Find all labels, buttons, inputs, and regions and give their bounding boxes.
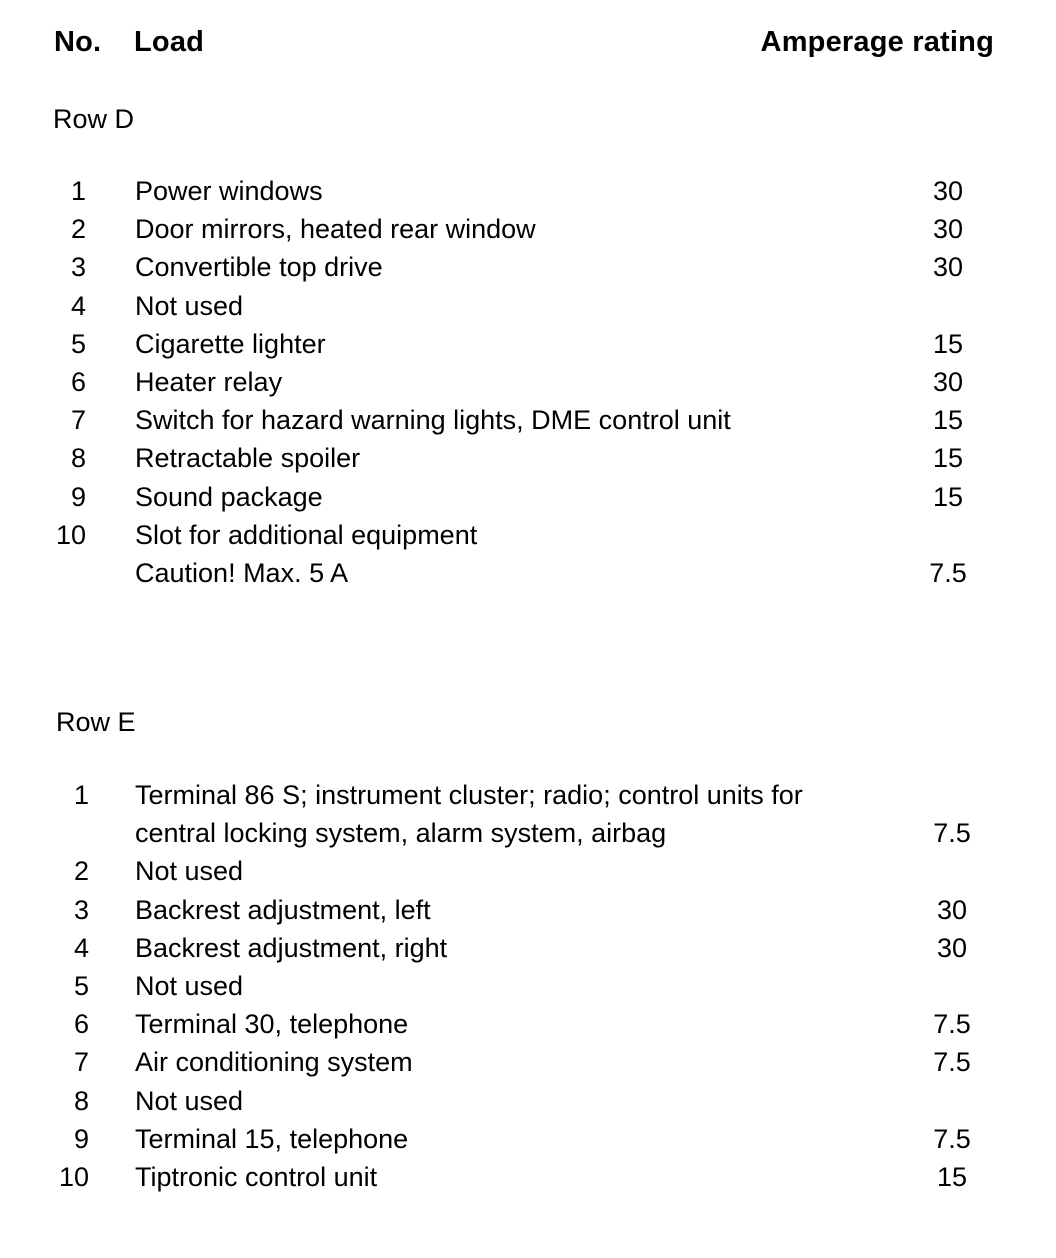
table-row	[0, 852, 1056, 890]
row-load: Retractable spoiler	[135, 443, 361, 474]
table-row	[0, 1082, 1056, 1120]
row-load: Not used	[135, 290, 244, 321]
row-amperage: 15	[936, 1162, 968, 1192]
row-load: Caution! Max. 5 A	[135, 558, 349, 588]
row-number: 7	[73, 1047, 89, 1078]
table-row	[0, 478, 1056, 516]
table-row	[0, 967, 1056, 1005]
row-number: 2	[70, 214, 86, 245]
table-row	[0, 1120, 1056, 1158]
table-row	[0, 776, 1056, 814]
row-load: Convertible top drive	[135, 252, 383, 283]
row-load: Not used	[135, 971, 244, 1001]
row-load: Switch for hazard warning lights, DME control unit	[135, 405, 731, 436]
row-load: Heater relay	[135, 367, 283, 397]
table-row	[0, 210, 1056, 248]
row-amperage: 30	[932, 214, 964, 245]
row-number: 8	[70, 443, 86, 474]
row-amperage: 30	[936, 932, 968, 963]
row-number: 2	[73, 856, 89, 887]
row-load: Power windows	[135, 176, 323, 206]
table-row	[0, 287, 1056, 325]
table-row	[0, 401, 1056, 439]
row-number: 1	[73, 780, 89, 810]
row-number: 8	[73, 1085, 89, 1116]
row-number: 3	[73, 894, 89, 925]
section-title: Row E	[56, 707, 136, 737]
table-row	[0, 172, 1056, 210]
table-row	[0, 1005, 1056, 1043]
row-load: Not used	[135, 1085, 244, 1116]
row-amperage: 7.5	[929, 558, 967, 588]
row-amperage: 30	[932, 176, 964, 206]
table-row	[0, 929, 1056, 967]
table-row	[0, 891, 1056, 929]
row-number: 6	[73, 1009, 89, 1040]
row-amperage: 7.5	[933, 818, 971, 849]
header-load: Load	[134, 26, 205, 58]
row-number: 10	[58, 1162, 89, 1192]
row-load: Terminal 86 S; instrument cluster; radio; control units for	[135, 780, 803, 810]
table-row	[0, 1043, 1056, 1081]
table-row	[0, 363, 1056, 401]
row-load: Slot for additional equipment	[135, 519, 478, 550]
header-amperage-rating: Amperage rating	[760, 26, 994, 58]
row-amperage: 7.5	[933, 1123, 971, 1154]
row-load: Not used	[135, 856, 244, 887]
table-row	[0, 1158, 1056, 1196]
row-load: Terminal 15, telephone	[135, 1123, 409, 1154]
row-load: Sound package	[135, 481, 323, 512]
row-number: 6	[70, 367, 86, 397]
table-row	[0, 439, 1056, 477]
row-load: Backrest adjustment, right	[135, 932, 448, 963]
row-load: Air conditioning system	[135, 1047, 413, 1078]
row-amperage: 7.5	[933, 1047, 971, 1078]
row-number: 3	[70, 252, 86, 283]
row-amperage: 15	[932, 443, 964, 474]
row-amperage: 15	[932, 405, 964, 436]
row-load: Cigarette lighter	[135, 328, 326, 359]
row-amperage: 15	[932, 481, 964, 512]
header-no: No.	[54, 26, 102, 58]
row-load: central locking system, alarm system, airbag	[135, 818, 667, 849]
row-number: 1	[70, 176, 86, 206]
table-row	[0, 814, 1056, 852]
row-load: Door mirrors, heated rear window	[135, 214, 536, 245]
row-number: 4	[73, 932, 89, 963]
table-row	[0, 554, 1056, 592]
row-number: 9	[70, 481, 86, 512]
row-number: 4	[70, 290, 86, 321]
row-amperage: 7.5	[933, 1009, 971, 1040]
row-number: 10	[55, 519, 86, 550]
row-load: Tiptronic control unit	[135, 1162, 378, 1192]
row-number: 9	[73, 1123, 89, 1154]
row-number: 5	[73, 971, 89, 1001]
row-amperage: 30	[936, 894, 968, 925]
row-number: 5	[70, 328, 86, 359]
row-amperage: 15	[932, 328, 964, 359]
row-number: 7	[70, 405, 86, 436]
row-amperage: 30	[932, 252, 964, 283]
row-amperage: 30	[932, 367, 964, 397]
table-row	[0, 325, 1056, 363]
row-load: Terminal 30, telephone	[135, 1009, 409, 1040]
table-row	[0, 516, 1056, 554]
table-row	[0, 248, 1056, 286]
section-title: Row D	[53, 104, 135, 134]
row-load: Backrest adjustment, left	[135, 894, 431, 925]
